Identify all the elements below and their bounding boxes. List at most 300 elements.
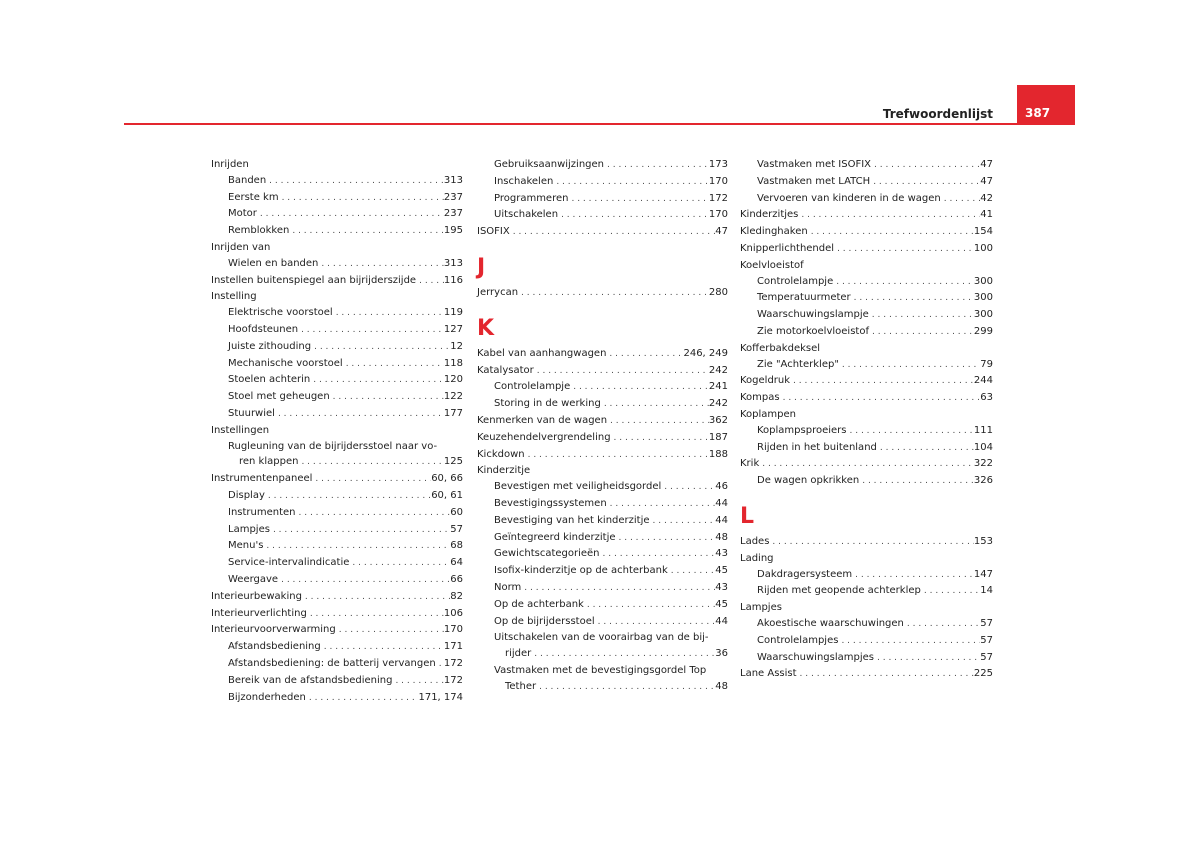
dot-leader [312, 472, 431, 488]
index-entry [211, 356, 463, 373]
entry-label: Instellen buitenspiegel aan bijrijderszijde [211, 274, 417, 286]
dot-leader [279, 191, 444, 207]
entry-pages: 125 [443, 456, 463, 468]
dot-leader [318, 257, 444, 273]
entry-pages: 172 [443, 657, 463, 669]
index-heading: Kinderzitje [477, 465, 531, 477]
entry-pages: 242 [708, 398, 728, 410]
dot-leader [531, 647, 715, 663]
entry-pages: 244 [973, 375, 993, 387]
dot-leader [436, 657, 444, 673]
index-entry [477, 157, 728, 174]
entry-label: Rijden met geopende achterklep [757, 585, 921, 597]
entry-label: Eerste km [228, 191, 279, 203]
dot-leader [275, 407, 444, 423]
entry-label: Storing in de werking [494, 398, 601, 410]
dot-leader [859, 474, 974, 490]
dot-leader [570, 380, 709, 396]
dot-leader [616, 531, 716, 547]
dot-leader [298, 323, 444, 339]
dot-leader [266, 174, 444, 190]
entry-label: Waarschuwingslampje [757, 309, 869, 321]
index-entry [211, 256, 463, 273]
index-entry [211, 538, 463, 555]
entry-pages: 48 [715, 680, 728, 692]
dot-leader [780, 391, 981, 407]
entry-pages: 172 [443, 674, 463, 686]
entry-label: Interieurvoorverwarming [211, 624, 336, 636]
entry-label: Gewichtscategorieën [494, 548, 600, 560]
dot-leader [321, 640, 444, 656]
entry-pages: 122 [443, 391, 463, 403]
index-entry-line: Rugleuning van de bijrijdersstoel naar vo- [228, 440, 438, 452]
entry-label: Krik [740, 458, 760, 470]
entry-label: Inschakelen [494, 175, 554, 187]
index-entry [740, 307, 993, 324]
header-rule [124, 123, 1017, 125]
entry-pages: 57 [980, 617, 993, 629]
index-entry [211, 555, 463, 572]
entry-pages: 57 [980, 651, 993, 663]
dot-leader [263, 539, 450, 555]
index-entry [740, 224, 993, 241]
entry-label: Kenmerken van de wagen [477, 414, 608, 426]
dot-leader [941, 192, 981, 208]
index-heading: Inrijden van [211, 241, 271, 253]
index-entry [211, 206, 463, 223]
index-entry [477, 346, 728, 363]
index-entry [740, 373, 993, 390]
entry-label: Kogeldruk [740, 375, 791, 387]
entry-label: Knipperlichthendel [740, 242, 835, 254]
entry-pages: 44 [715, 497, 728, 509]
entry-pages: 242 [708, 364, 728, 376]
index-entry [740, 274, 993, 291]
entry-pages: 171 [443, 641, 463, 653]
dot-leader [518, 286, 709, 302]
index-entry [477, 496, 728, 513]
index-column-1 [211, 157, 463, 706]
entry-pages: 106 [443, 607, 463, 619]
entry-label: Kinderzitjes [740, 209, 799, 221]
entry-pages: 300 [973, 275, 993, 287]
entry-label: Kledinghaken [740, 226, 808, 238]
entry-pages: 173 [708, 159, 728, 170]
entry-pages: 63 [980, 392, 993, 404]
dot-leader [604, 158, 709, 174]
entry-label: Stoel met geheugen [228, 391, 330, 403]
entry-label: Zie "Achterklep" [757, 358, 839, 370]
dot-leader [606, 347, 683, 363]
dot-leader [349, 556, 450, 572]
dot-leader [798, 208, 980, 224]
entry-label: Op de achterbank [494, 598, 584, 610]
index-entry [211, 606, 463, 623]
entry-label: Programmeren [494, 192, 569, 204]
entry-pages: 326 [973, 475, 993, 487]
dot-leader [330, 390, 444, 406]
entry-label: Uitschakelen [494, 209, 559, 221]
entry-label: Controlelampje [757, 275, 834, 287]
dot-leader [852, 568, 974, 584]
entry-label: De wagen opkrikken [757, 475, 860, 487]
index-entry [477, 379, 728, 396]
index-entry [477, 430, 728, 447]
entry-label: Rijden in het buitenland [757, 441, 877, 453]
dot-leader [904, 617, 980, 633]
entry-pages: 237 [443, 191, 463, 203]
index-entry [477, 363, 728, 380]
entry-pages: 41 [980, 209, 993, 221]
entry-label: Bevestigen met veiligheidsgordel [494, 481, 662, 493]
entry-label: Bevestigingssystemen [494, 497, 607, 509]
entry-label: Remblokken [228, 225, 290, 237]
entry-pages: 299 [973, 325, 993, 337]
index-entry [740, 390, 993, 407]
entry-pages: 43 [715, 581, 728, 593]
entry-pages: 120 [443, 374, 463, 386]
index-entry [477, 513, 728, 530]
dot-leader [270, 523, 450, 539]
entry-label: Weergave [228, 573, 279, 585]
dot-leader [601, 397, 709, 413]
index-entry [211, 406, 463, 423]
dot-leader [877, 441, 974, 457]
index-entry [740, 324, 993, 341]
entry-label: Dakdragersysteem [757, 568, 853, 580]
entry-pages: 170 [443, 624, 463, 636]
index-entry [740, 207, 993, 224]
dot-leader [311, 340, 450, 356]
dot-leader [668, 564, 716, 580]
entry-label: Bijzonderheden [228, 691, 306, 703]
entry-pages: 127 [443, 323, 463, 335]
entry-label: Bevestiging van het kinderzitje [494, 514, 650, 526]
entry-pages: 300 [973, 309, 993, 321]
index-entry [211, 389, 463, 406]
dot-leader [278, 573, 450, 589]
section-letter-j: J [477, 254, 486, 280]
index-entry [477, 224, 728, 241]
entry-label: Hoofdsteunen [228, 323, 299, 335]
dot-leader [302, 590, 450, 606]
index-entry [211, 505, 463, 522]
dot-leader [847, 424, 974, 440]
entry-label: Bereik van de afstandsbediening [228, 674, 393, 686]
index-entry [211, 273, 463, 290]
index-column-3 [740, 157, 993, 683]
dot-leader [525, 448, 709, 464]
entry-pages: 241 [708, 381, 728, 393]
entry-pages: 12 [450, 340, 463, 352]
index-entry [211, 190, 463, 207]
entry-pages: 246, 249 [683, 347, 728, 359]
page-number-box [1017, 85, 1075, 125]
entry-label: ren klappen [239, 456, 299, 468]
index-entry [211, 522, 463, 539]
entry-label: Afstandsbediening [228, 641, 321, 653]
index-entry [477, 396, 728, 413]
entry-pages: 153 [973, 535, 993, 547]
dot-leader [558, 208, 709, 224]
entry-pages: 177 [443, 407, 463, 419]
index-entry [477, 447, 728, 464]
dot-leader [839, 358, 980, 374]
dot-leader [307, 607, 444, 623]
index-entry [740, 666, 993, 683]
entry-label: Kompas [740, 392, 780, 404]
entry-label: Katalysator [477, 364, 534, 376]
entry-label: Stoelen achterin [228, 374, 311, 386]
entry-pages: 171, 174 [418, 691, 463, 703]
dot-leader [833, 275, 974, 291]
dot-leader [392, 674, 443, 690]
entry-label: Menu's [228, 540, 264, 552]
index-entry [477, 646, 728, 663]
entry-label: Controlelampje [494, 381, 571, 393]
section-letter-k: K [477, 315, 495, 341]
dot-leader [265, 489, 431, 505]
entry-pages: 237 [443, 208, 463, 220]
dot-leader [921, 584, 980, 600]
dot-leader [534, 364, 709, 380]
index-entry [477, 580, 728, 597]
index-entry [740, 423, 993, 440]
index-entry [477, 285, 728, 302]
dot-leader [521, 581, 715, 597]
entry-pages: 66 [450, 573, 463, 585]
index-entry [477, 479, 728, 496]
index-entry [211, 622, 463, 639]
dot-leader [595, 615, 716, 631]
index-entry-line: Vastmaken met de bevestigingsgordel Top [494, 664, 707, 676]
entry-pages: 195 [443, 225, 463, 237]
entry-label: Waarschuwingslampjes [757, 651, 874, 663]
entry-pages: 187 [708, 431, 728, 443]
index-entry [211, 488, 463, 505]
dot-leader [650, 514, 716, 530]
dot-leader [257, 207, 444, 223]
index-entry [477, 207, 728, 224]
dot-leader [289, 224, 444, 240]
dot-leader [661, 480, 715, 496]
entry-label: Afstandsbediening: de batterij vervangen [228, 657, 436, 669]
index-heading: Instellingen [211, 424, 270, 436]
entry-pages: 118 [443, 357, 463, 369]
index-entry [477, 614, 728, 631]
entry-label: Mechanische voorstoel [228, 357, 343, 369]
dot-leader [797, 667, 974, 683]
dot-leader [600, 547, 716, 563]
entry-label: Controlelampjes [757, 634, 839, 646]
entry-pages: 362 [708, 414, 728, 426]
entry-label: Gebruiksaanwijzingen [494, 159, 605, 170]
entry-label: Akoestische waarschuwingen [757, 617, 904, 629]
entry-label: Kabel van aanhangwagen [477, 347, 607, 359]
entry-label: Lampjes [228, 523, 270, 535]
entry-label: Keuzehendelvergrendeling [477, 431, 611, 443]
index-entry [477, 546, 728, 563]
dot-leader [769, 535, 973, 551]
index-heading: Inrijden [211, 159, 249, 170]
index-entry [477, 174, 728, 191]
index-heading: Lading [740, 552, 774, 564]
index-entry [740, 633, 993, 650]
index-column-2 [477, 157, 728, 696]
index-heading: Koplampen [740, 408, 797, 420]
index-entry [740, 241, 993, 258]
entry-label: rijder [505, 648, 532, 660]
index-entry [211, 322, 463, 339]
entry-label: Lades [740, 535, 770, 547]
index-entry [477, 191, 728, 208]
entry-label: Vastmaken met ISOFIX [757, 159, 872, 170]
dot-leader [870, 175, 980, 191]
entry-pages: 64 [450, 557, 463, 569]
entry-pages: 313 [443, 174, 463, 186]
index-entry [211, 372, 463, 389]
entry-pages: 44 [715, 615, 728, 627]
entry-pages: 60, 66 [431, 473, 463, 485]
entry-pages: 57 [980, 634, 993, 646]
entry-pages: 119 [443, 307, 463, 319]
dot-leader [871, 158, 980, 174]
index-entry [740, 583, 993, 600]
entry-pages: 82 [450, 590, 463, 602]
entry-label: Juiste zithouding [228, 340, 312, 352]
index-entry [211, 173, 463, 190]
index-entry [211, 589, 463, 606]
entry-label: Display [228, 489, 265, 501]
dot-leader [333, 306, 444, 322]
index-entry [740, 650, 993, 667]
dot-leader [553, 175, 709, 191]
entry-label: Stuurwiel [228, 407, 275, 419]
entry-label: ISOFIX [477, 226, 510, 238]
entry-label: Vastmaken met LATCH [757, 175, 871, 187]
index-heading: Koelvloeistof [740, 259, 804, 271]
dot-leader [536, 680, 715, 696]
dot-leader [310, 373, 444, 389]
index-entry [740, 616, 993, 633]
entry-label: Jerrycan [477, 286, 519, 298]
index-entry [477, 413, 728, 430]
entry-pages: 60 [450, 506, 463, 518]
entry-pages: 280 [708, 286, 728, 298]
index-entry [211, 305, 463, 322]
dot-leader [790, 374, 974, 390]
entry-label: Service-intervalindicatie [228, 557, 350, 569]
entry-pages: 172 [708, 192, 728, 204]
entry-pages: 188 [708, 448, 728, 460]
index-entry [477, 530, 728, 547]
index-entry [477, 597, 728, 614]
entry-pages: 44 [715, 514, 728, 526]
entry-pages: 45 [715, 598, 728, 610]
dot-leader [416, 274, 444, 290]
entry-pages: 14 [980, 585, 993, 597]
dot-leader [343, 357, 444, 373]
dot-leader [759, 457, 974, 473]
entry-pages: 100 [973, 242, 993, 254]
entry-pages: 104 [973, 441, 993, 453]
dot-leader [584, 598, 715, 614]
dot-leader [808, 225, 974, 241]
entry-pages: 48 [715, 531, 728, 543]
index-entry [740, 290, 993, 307]
entry-label: Wielen en banden [228, 257, 319, 269]
dot-leader [298, 455, 443, 471]
index-entry [740, 174, 993, 191]
entry-pages: 225 [973, 668, 993, 680]
index-entry [477, 679, 728, 696]
dot-leader [611, 431, 709, 447]
entry-pages: 147 [973, 568, 993, 580]
dot-leader [607, 414, 709, 430]
entry-pages: 47 [715, 226, 728, 238]
dot-leader [834, 242, 974, 258]
dot-leader [851, 291, 974, 307]
index-entry-line: Uitschakelen van de voorairbag van de bij- [494, 632, 709, 644]
index-entry [740, 534, 993, 551]
entry-pages: 68 [450, 540, 463, 552]
entry-label: Banden [228, 174, 267, 186]
entry-pages: 154 [973, 226, 993, 238]
index-entry [740, 357, 993, 374]
entry-label: Lane Assist [740, 668, 797, 680]
dot-leader [607, 497, 716, 513]
dot-leader [874, 651, 980, 667]
entry-label: Motor [228, 208, 257, 220]
entry-pages: 42 [980, 192, 993, 204]
dot-leader [869, 308, 974, 324]
entry-pages: 47 [980, 175, 993, 187]
entry-pages: 300 [973, 292, 993, 304]
entry-pages: 43 [715, 548, 728, 560]
index-entry [211, 572, 463, 589]
index-entry [740, 456, 993, 473]
index-entry [740, 567, 993, 584]
index-entry [211, 639, 463, 656]
entry-pages: 313 [443, 257, 463, 269]
index-heading: Lampjes [740, 602, 782, 614]
entry-pages: 170 [708, 175, 728, 187]
entry-label: Interieurverlichting [211, 607, 307, 619]
entry-label: Instrumentenpaneel [211, 473, 313, 485]
index-entry [211, 339, 463, 356]
index-entry [740, 473, 993, 490]
index-entry [211, 690, 463, 707]
dot-leader [568, 192, 708, 208]
dot-leader [306, 691, 419, 707]
index-entry [740, 191, 993, 208]
index-entry [740, 157, 993, 174]
entry-pages: 60, 61 [431, 489, 463, 501]
entry-label: Temperatuurmeter [757, 292, 851, 304]
entry-label: Kickdown [477, 448, 525, 460]
entry-pages: 111 [973, 424, 993, 436]
entry-pages: 170 [708, 209, 728, 221]
entry-pages: 116 [443, 274, 463, 286]
dot-leader [510, 225, 716, 241]
entry-label: Norm [494, 581, 522, 593]
entry-label: Interieurbewaking [211, 590, 302, 602]
entry-pages: 322 [973, 458, 993, 470]
entry-pages: 36 [715, 648, 728, 660]
entry-label: Op de bijrijdersstoel [494, 615, 595, 627]
entry-pages: 57 [450, 523, 463, 535]
entry-label: Koplampsproeiers [757, 424, 847, 436]
